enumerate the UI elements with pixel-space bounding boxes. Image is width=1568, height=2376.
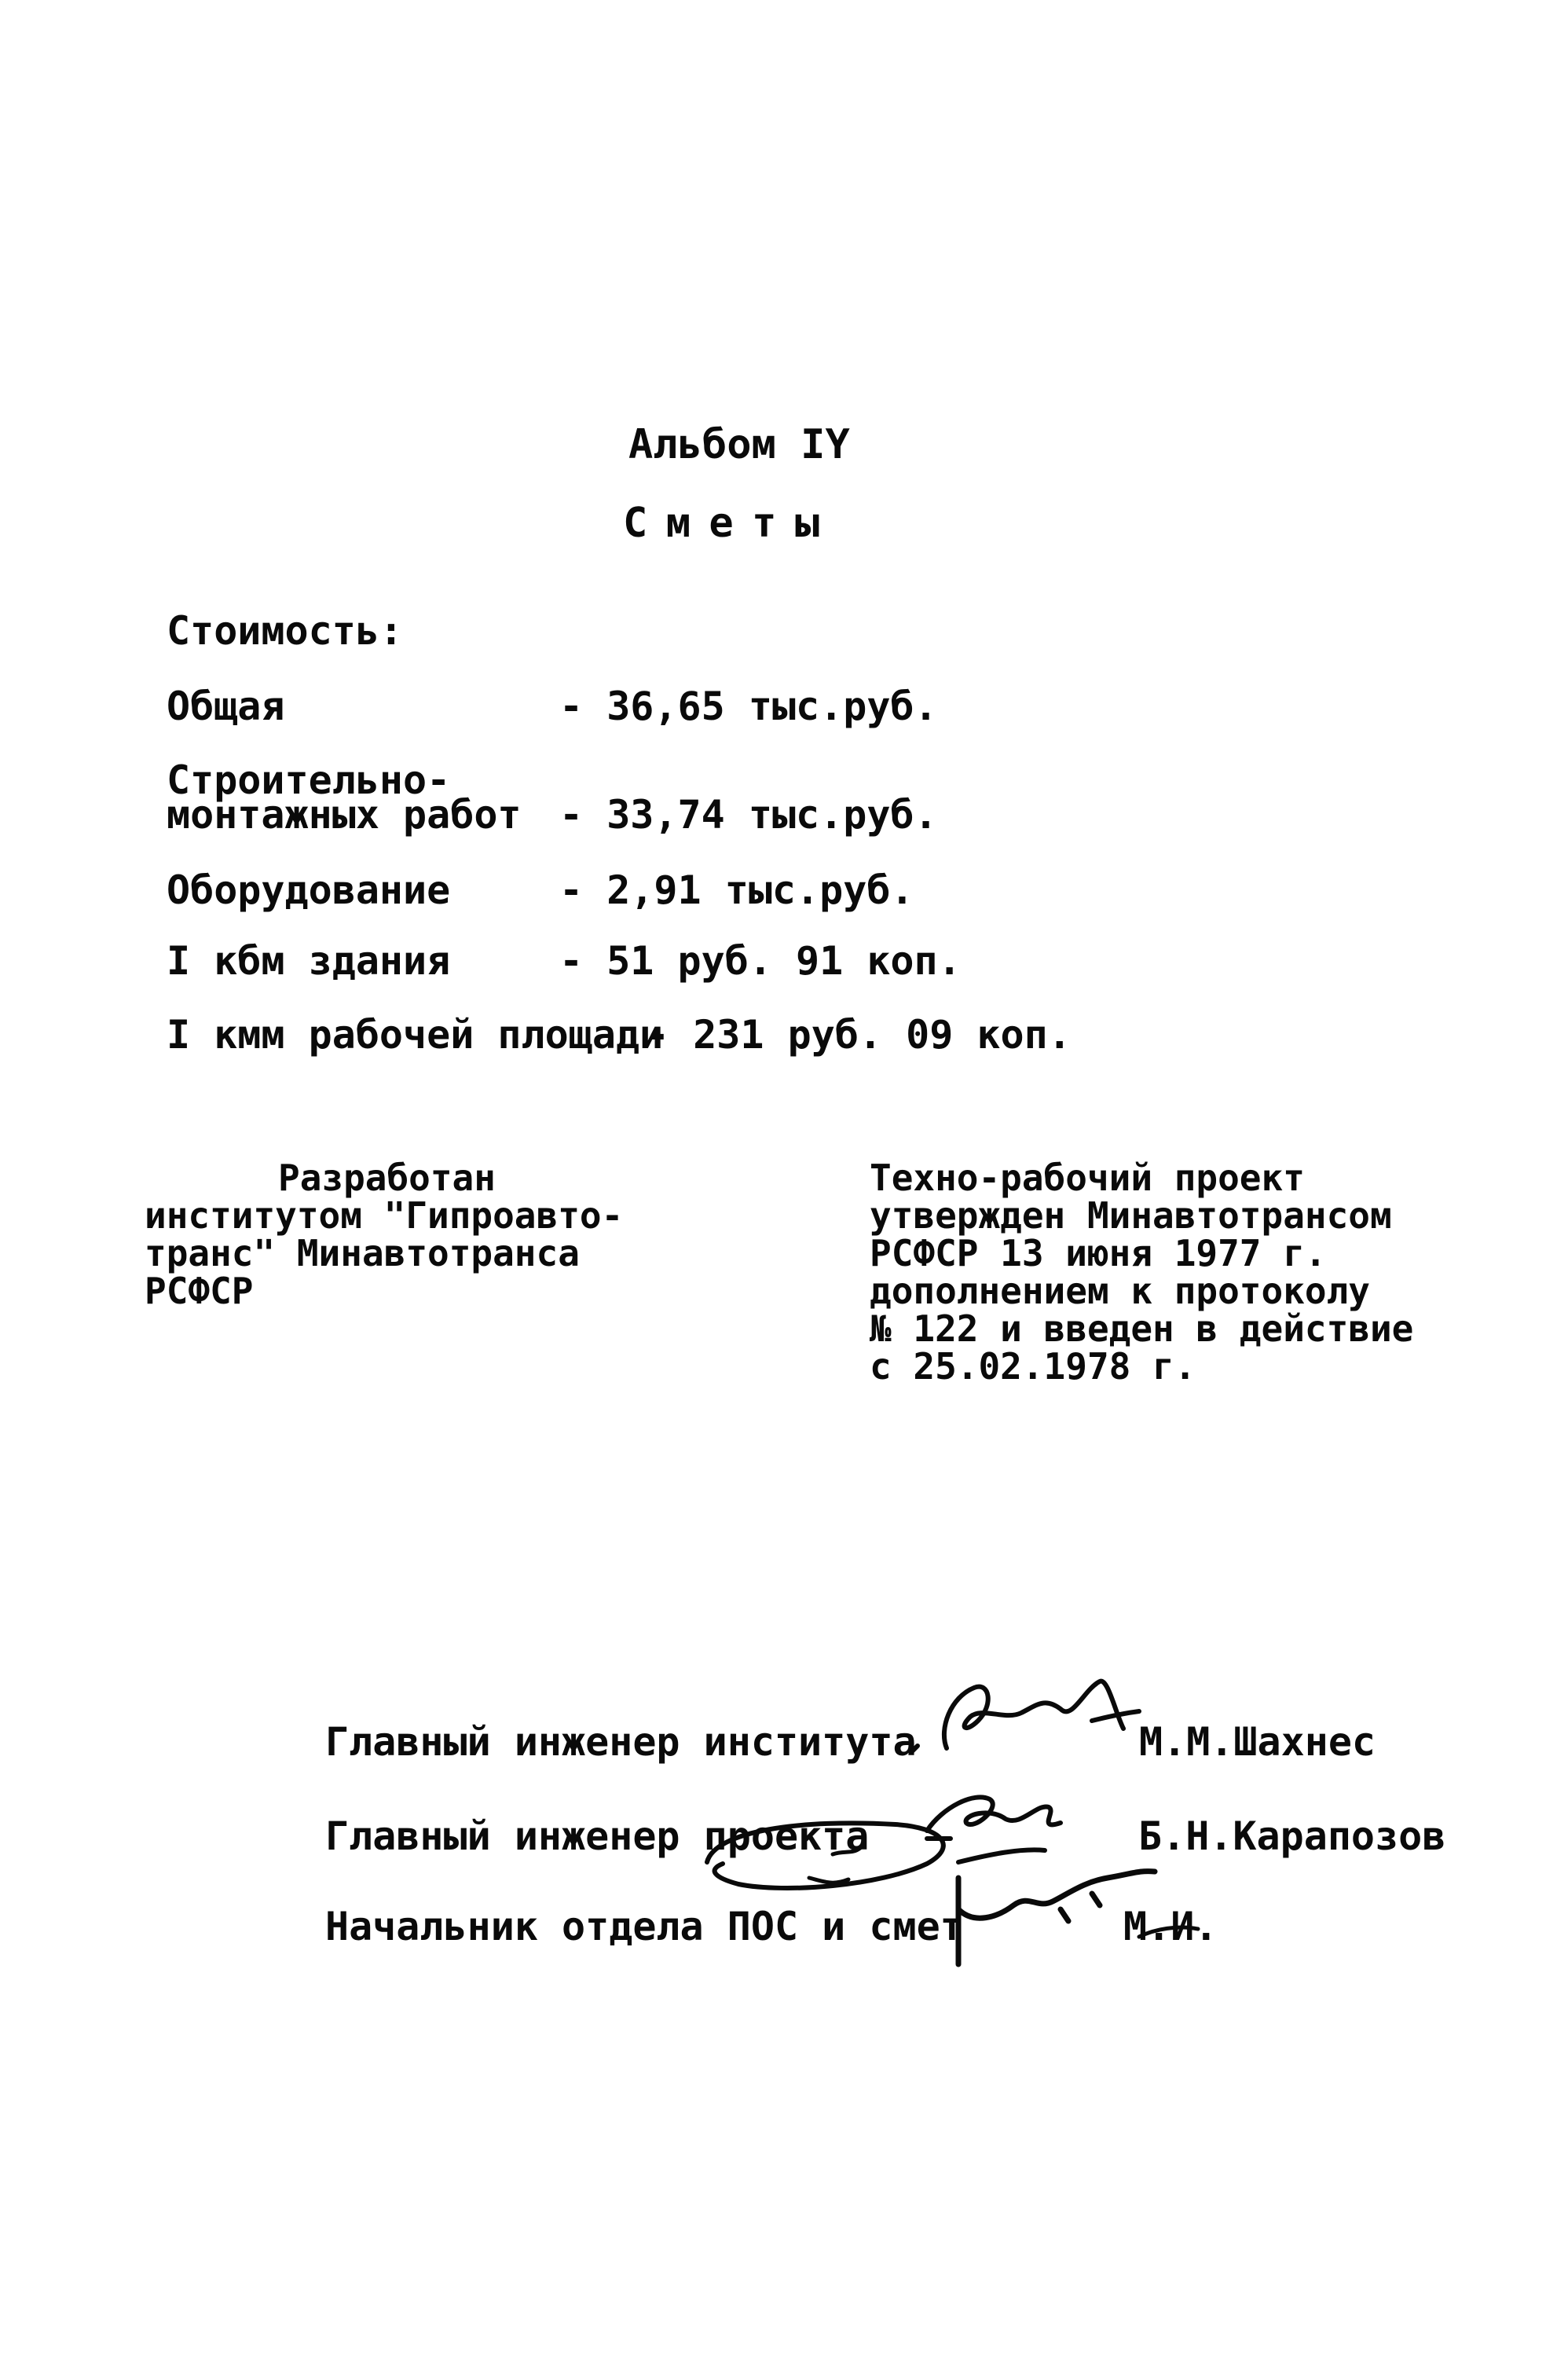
developer-line: институтом "Гипроавто- bbox=[145, 1194, 624, 1237]
signature-name-project: Б.Н.Карапозов bbox=[1138, 1813, 1446, 1859]
handwritten-signature-3 bbox=[943, 1862, 1202, 1972]
costs-heading: Стоимость: bbox=[167, 608, 404, 654]
approval-line: РСФСР 13 июня 1977 г. bbox=[870, 1232, 1327, 1274]
developer-line: транс" Минавтотранса bbox=[145, 1232, 580, 1274]
cost-label-construction-line1: Строительно- bbox=[167, 757, 451, 803]
cost-label-per-area: I кмм рабочей площади bbox=[167, 1012, 664, 1058]
developer-line: Разработан bbox=[278, 1157, 496, 1199]
cost-label-per-volume: I кбм здания bbox=[167, 938, 451, 984]
approval-line: дополнением к протоколу bbox=[870, 1270, 1370, 1312]
cost-value-per-area: - 231 руб. 09 коп. bbox=[646, 1012, 1072, 1058]
developer-line: РСФСР bbox=[145, 1270, 254, 1312]
cost-value-per-volume: - 51 руб. 91 коп. bbox=[559, 938, 962, 984]
cost-value-construction: - 33,74 тыс.руб. bbox=[559, 792, 938, 838]
cost-label-total: Общая bbox=[167, 684, 285, 729]
approval-block bbox=[870, 1157, 1414, 1388]
developer-block bbox=[145, 1159, 623, 1310]
approval-line: утвержден Минавтотрансом bbox=[870, 1194, 1392, 1237]
signature-role-project: Главный инженер проекта bbox=[325, 1813, 870, 1859]
album-title: Альбом IY bbox=[628, 421, 850, 468]
approval-line: с 25.02.1978 г. bbox=[870, 1345, 1196, 1388]
approval-line: Техно-рабочий проект bbox=[870, 1157, 1305, 1199]
signature-role-department: Начальник отдела ПОС и смет bbox=[325, 1904, 964, 1949]
approval-line: № 122 и введен в действие bbox=[870, 1307, 1414, 1350]
signature-name-institute: М.М.Шахнес bbox=[1139, 1719, 1376, 1765]
cost-label-construction-line2: монтажных работ bbox=[167, 792, 522, 838]
cost-value-equipment: - 2,91 тыс.руб. bbox=[559, 867, 914, 913]
cost-label-equipment: Оборудование bbox=[167, 867, 451, 913]
handwritten-signature-1 bbox=[903, 1674, 1163, 1760]
document-subtitle: Сметы bbox=[623, 500, 838, 547]
signature-name-department: М.И. bbox=[1123, 1904, 1218, 1949]
cost-value-total: - 36,65 тыс.руб. bbox=[559, 684, 938, 729]
signature-role-institute: Главный инженер института bbox=[325, 1719, 917, 1765]
